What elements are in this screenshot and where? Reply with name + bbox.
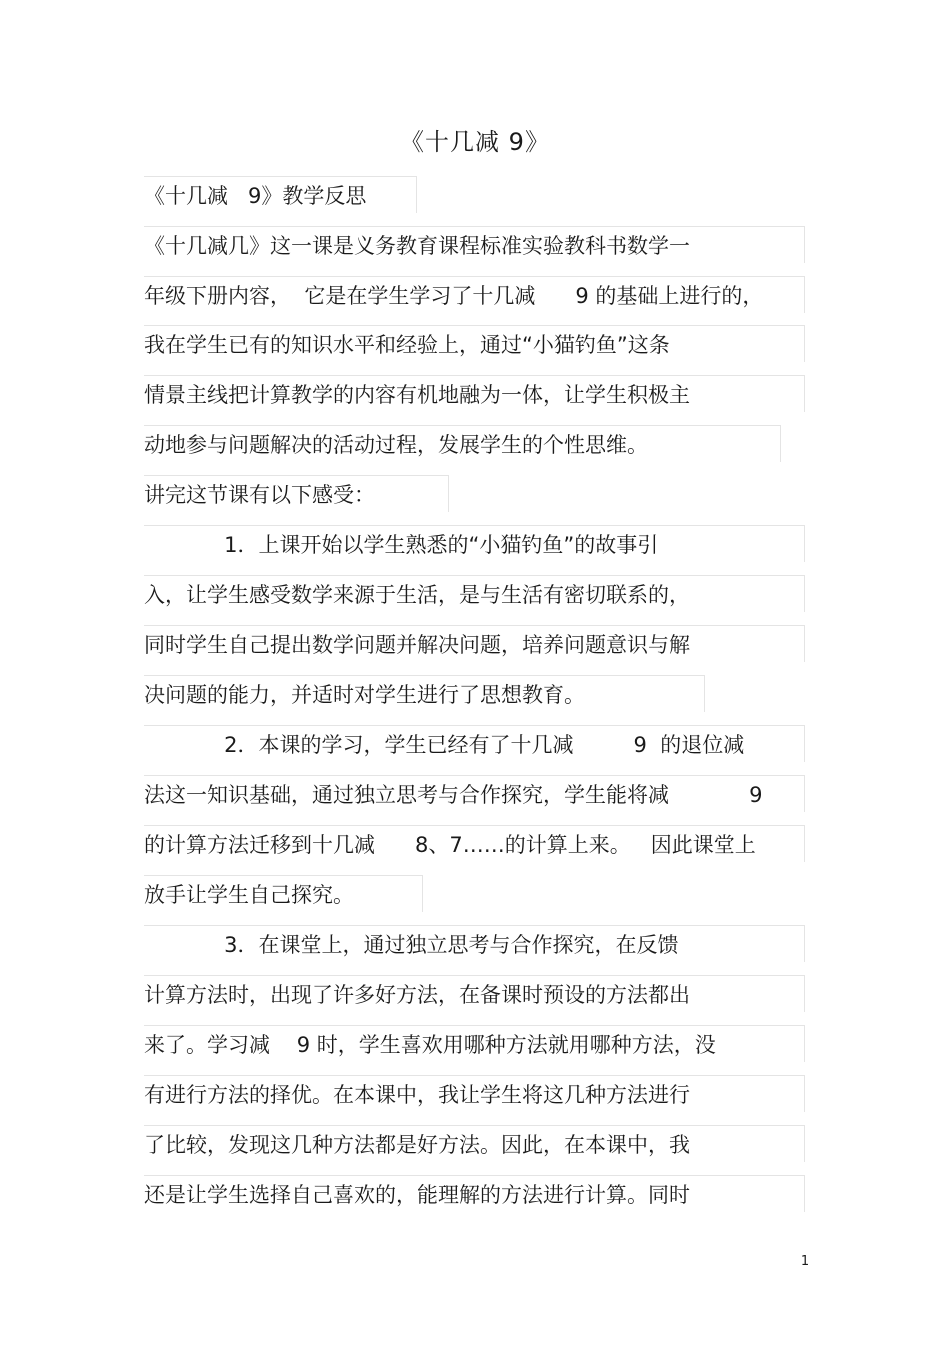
text-line: 情景主线把计算教学的内容有机地融为一体，让学生积极主 — [144, 375, 805, 412]
document-title: 《十几减 9》 — [400, 128, 550, 156]
text-line: 2．本课的学习，学生已经有了十几减 9 的退位减 — [144, 725, 805, 762]
text-line: 《十几减几》这一课是义务教育课程标准实验教科书数学一 — [144, 226, 805, 263]
text-line: 的计算方法迁移到十几减 8、7……的计算上来。 因此课堂上 — [144, 825, 805, 862]
text-line: 计算方法时，出现了许多好方法，在备课时预设的方法都出 — [144, 975, 805, 1012]
text-line: 年级下册内容， 它是在学生学习了十几减 9 的基础上进行的， — [144, 276, 805, 313]
text-line: 来了。学习减 9 时，学生喜欢用哪种方法就用哪种方法，没 — [144, 1025, 805, 1062]
text-line: 放手让学生自己探究。 — [144, 875, 423, 912]
text-line: 《十几减 9》教学反思 — [144, 176, 417, 213]
text-line: 动地参与问题解决的活动过程，发展学生的个性思维。 — [144, 425, 781, 462]
text-line: 讲完这节课有以下感受： — [144, 475, 449, 512]
text-line: 3．在课堂上，通过独立思考与合作探究，在反馈 — [144, 925, 805, 962]
text-line: 入，让学生感受数学来源于生活，是与生活有密切联系的， — [144, 575, 805, 612]
page-number: 1 — [800, 1254, 810, 1269]
text-line: 法这一知识基础，通过独立思考与合作探究，学生能将减 9 — [144, 775, 805, 812]
text-line: 还是让学生选择自己喜欢的，能理解的方法进行计算。同时 — [144, 1175, 805, 1212]
text-line: 我在学生已有的知识水平和经验上，通过“小猫钓鱼”这条 — [144, 325, 805, 362]
text-line: 了比较，发现这几种方法都是好方法。因此，在本课中，我 — [144, 1125, 805, 1162]
text-line: 同时学生自己提出数学问题并解决问题，培养问题意识与解 — [144, 625, 805, 662]
text-line: 有进行方法的择优。在本课中，我让学生将这几种方法进行 — [144, 1075, 805, 1112]
text-line: 决问题的能力，并适时对学生进行了思想教育。 — [144, 675, 705, 712]
text-line: 1．上课开始以学生熟悉的“小猫钓鱼”的故事引 — [144, 525, 805, 562]
